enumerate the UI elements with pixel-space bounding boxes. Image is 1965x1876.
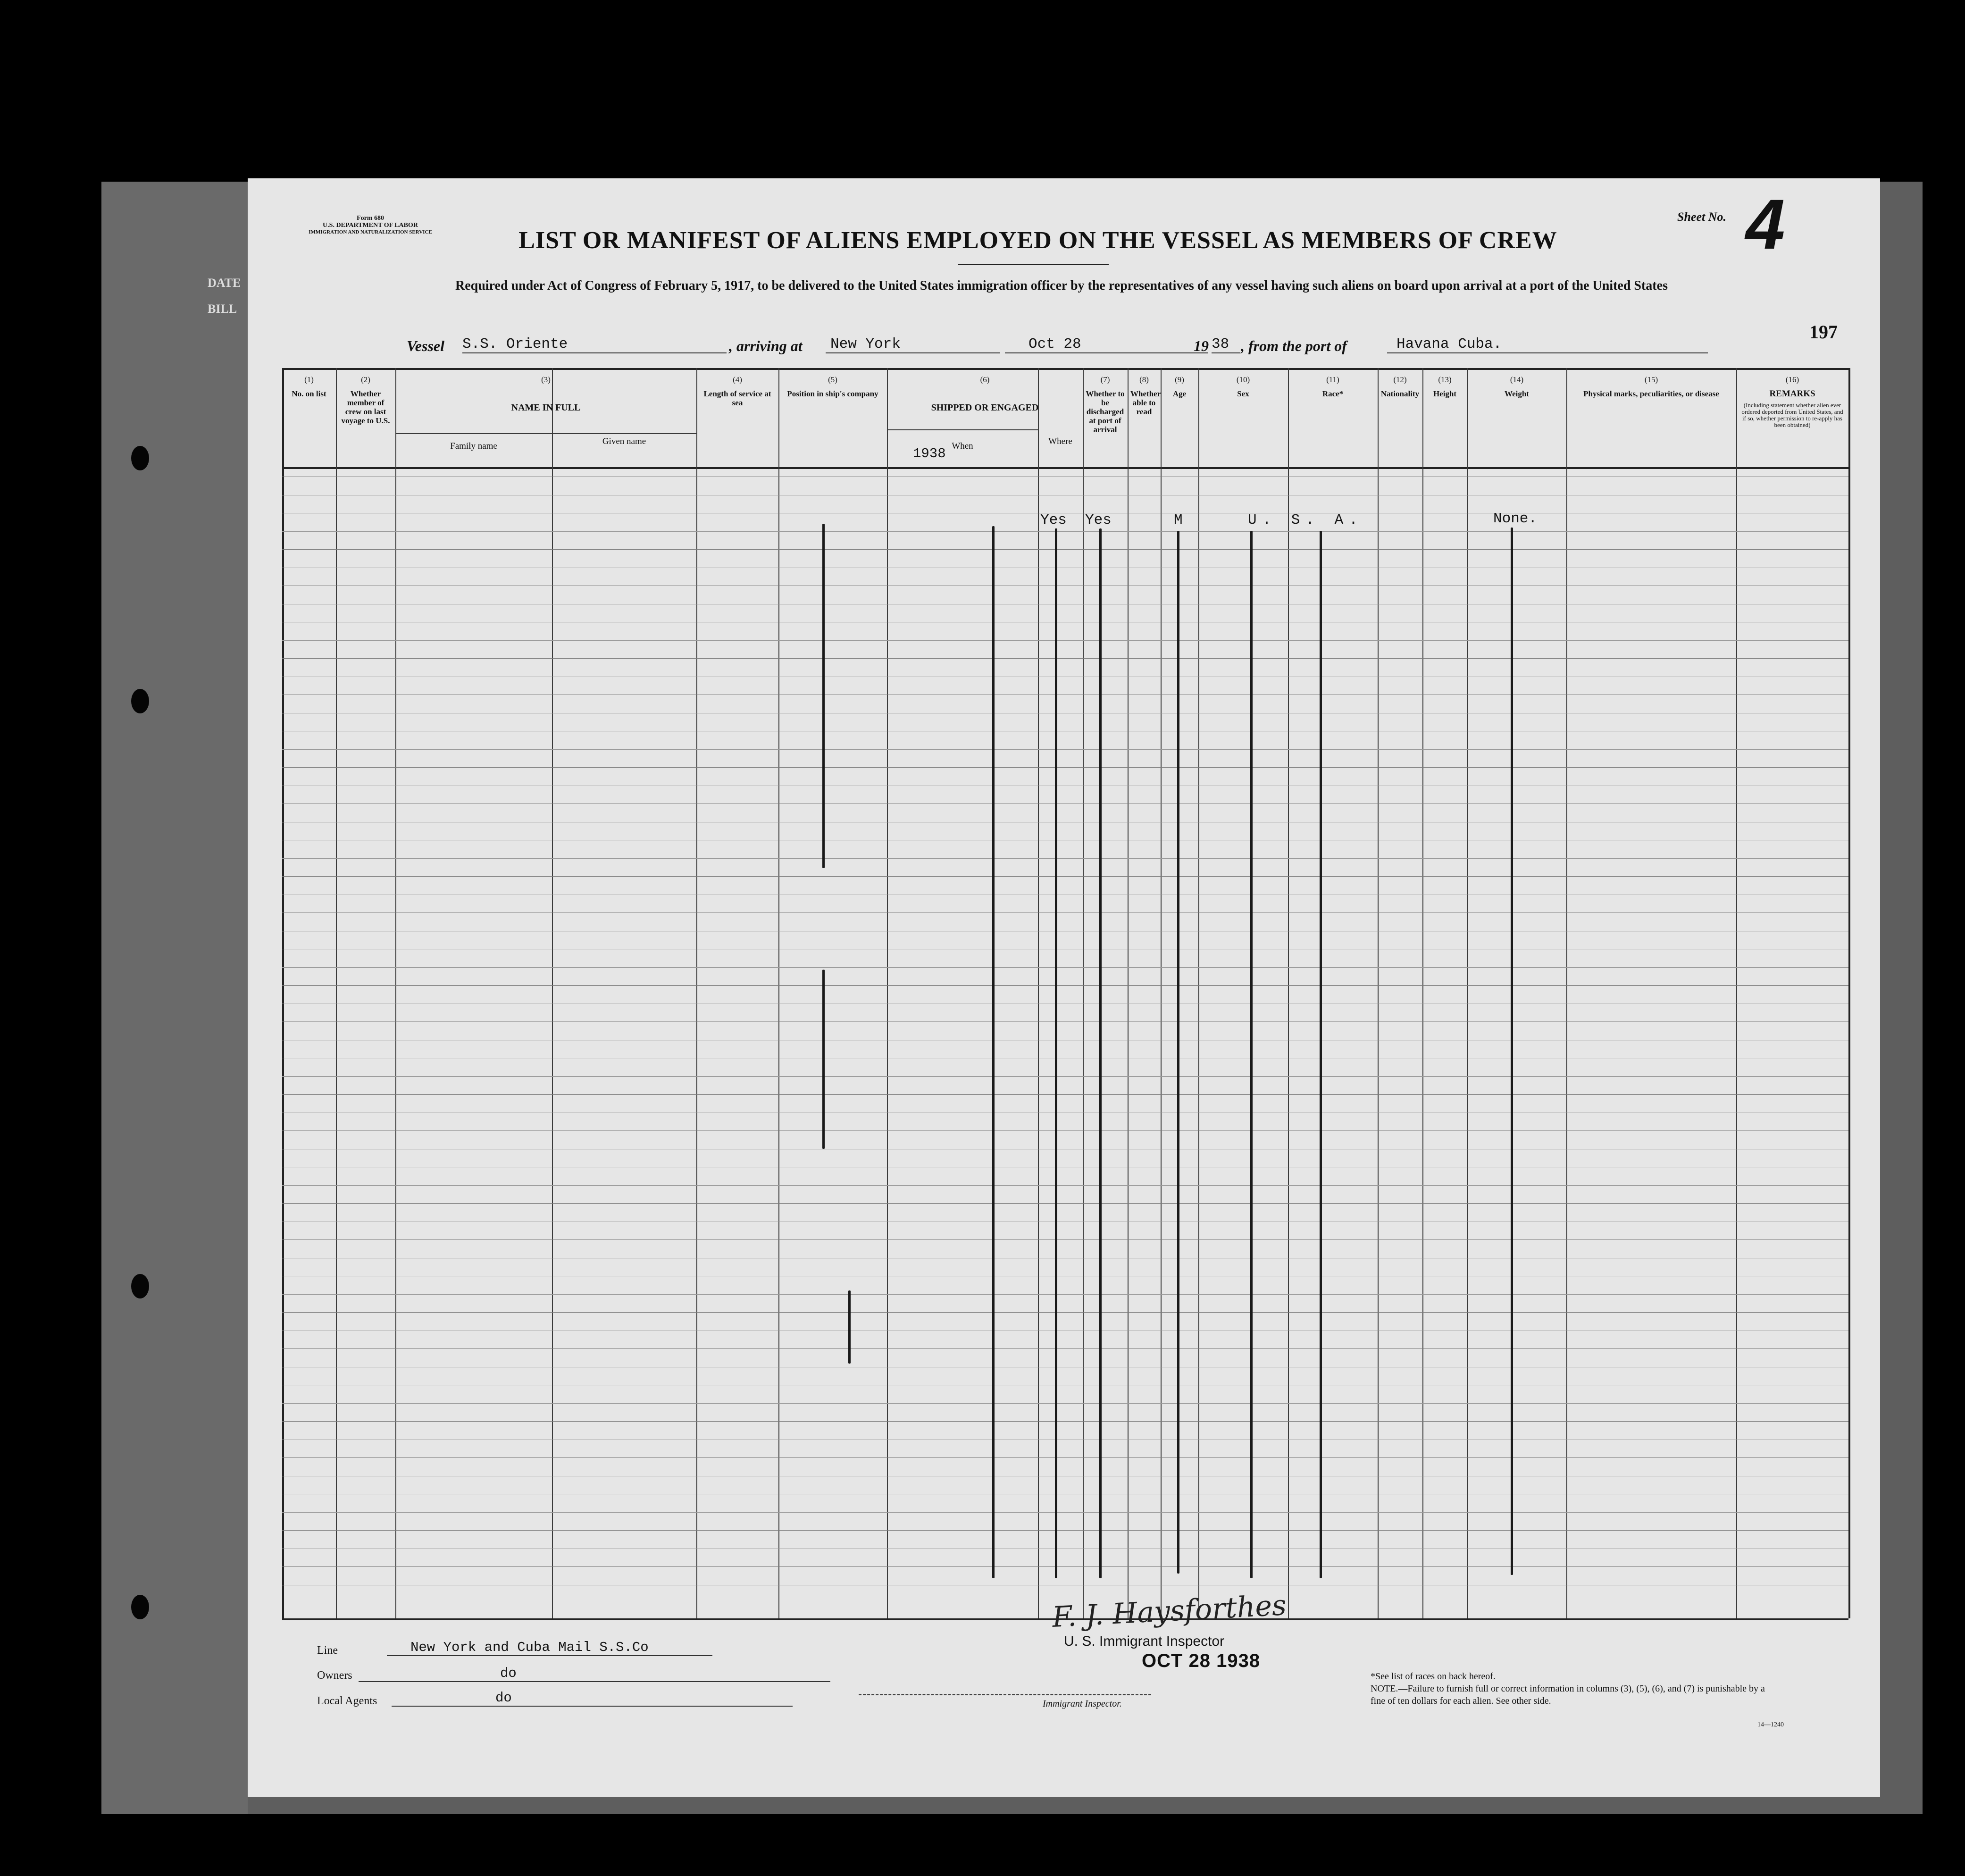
margin-label-bill: BILL	[208, 302, 237, 316]
column-number: (3)	[541, 375, 551, 384]
row-rule	[282, 967, 1848, 968]
row-rule	[282, 549, 1848, 550]
owners-label: Owners	[317, 1669, 352, 1682]
owners-value: do	[359, 1666, 830, 1682]
vessel-label: Vessel	[407, 337, 444, 354]
physical-marks-value: None.	[1493, 511, 1538, 527]
signature-line-label: Immigrant Inspector.	[1043, 1699, 1122, 1709]
manifest-sheet	[248, 178, 1880, 1797]
department-name: U.S. DEPARTMENT OF LABOR	[323, 222, 418, 229]
column-number: (6)	[980, 375, 990, 384]
row-rule	[282, 1457, 1848, 1458]
line-label: Line	[317, 1644, 338, 1657]
column-number: (16)	[1785, 375, 1799, 384]
binding-strip	[101, 182, 248, 1814]
row-rule	[282, 1294, 1848, 1295]
ditto-bar-position	[822, 970, 825, 1149]
column-number: (10)	[1236, 375, 1250, 384]
margin-label-date: DATE	[208, 276, 241, 290]
column-rule	[1161, 368, 1162, 1618]
row-rule	[282, 1076, 1848, 1077]
punch-hole	[131, 1595, 149, 1619]
arrival-date: Oct 28	[1005, 336, 1208, 353]
column-rule	[282, 368, 284, 1618]
shipped-year: 1938	[913, 446, 946, 461]
vessel-name: S.S. Oriente	[462, 336, 727, 353]
column-header-label: Race*	[1322, 389, 1344, 398]
column-rule	[1128, 368, 1129, 1618]
row-rule	[282, 640, 1848, 641]
column-header-label: Weight	[1505, 389, 1529, 398]
column-header-label: Sex	[1237, 389, 1249, 398]
column-header-label: NAME IN FULL	[511, 402, 581, 413]
note-races: *See list of races on back hereof.	[1371, 1671, 1496, 1682]
race-nationality-value: U. S. A.	[1248, 512, 1363, 528]
column-number: (14)	[1510, 375, 1524, 384]
column-number: (8)	[1139, 375, 1149, 384]
manifest-title: LIST OR MANIFEST OF ALIENS EMPLOYED ON THE VESSEL AS MEMBERS OF CREW	[518, 227, 1557, 254]
ditto-bar-position	[822, 524, 825, 868]
line-value: New York and Cuba Mail S.S.Co	[387, 1640, 712, 1656]
read-value: Yes	[1085, 512, 1112, 528]
manifest-subtitle: Required under Act of Congress of February 5, 1917, to be delivered to the United States immigration officer by the representatives of any vessel having such aliens on board upon arrival at a port of the United States	[455, 278, 1668, 293]
form-number-block	[300, 215, 441, 236]
note-penalty: NOTE.—Failure to furnish full or correct information in columns (3), (5), (6), and (7) is punishable by a fine of ten dollars for each alien. See other side.	[1371, 1683, 1765, 1706]
inspector-signature: F. J. Haysforthes	[1051, 1589, 1288, 1634]
row-rule	[282, 1203, 1848, 1204]
column-rule	[1038, 368, 1039, 1618]
column-number: (15)	[1644, 375, 1658, 384]
row-rule	[282, 1512, 1848, 1513]
column-rule	[696, 368, 697, 1618]
inspector-title: U. S. Immigrant Inspector	[1064, 1633, 1225, 1649]
shipped-subrule	[887, 429, 1038, 430]
row-rule	[282, 1312, 1848, 1313]
arrival-year: 38	[1212, 336, 1240, 353]
column-rule	[1288, 368, 1289, 1618]
column-rule	[1422, 368, 1423, 1618]
footer-notes	[1371, 1670, 1767, 1707]
punch-hole	[131, 1274, 149, 1298]
column-rule	[1198, 368, 1199, 1618]
column-rule	[395, 368, 396, 1618]
column-number: (2)	[361, 375, 370, 384]
row-rule	[282, 876, 1848, 877]
column-number: (7)	[1100, 375, 1110, 384]
column-number: (9)	[1175, 375, 1184, 384]
column-rule	[1083, 368, 1084, 1618]
row-rule	[282, 1403, 1848, 1404]
row-rule	[282, 1421, 1848, 1422]
form-number: Form 680	[357, 215, 384, 222]
column-header-label: Age	[1172, 389, 1187, 398]
agents-label: Local Agents	[317, 1695, 377, 1707]
column-rule	[1467, 368, 1468, 1618]
row-rule	[282, 531, 1848, 532]
row-rule	[282, 1094, 1848, 1095]
table-top-border	[282, 368, 1848, 370]
sheet-label: Sheet No.	[1677, 210, 1726, 224]
service-name: IMMIGRATION AND NATURALIZATION SERVICE	[309, 229, 432, 235]
ditto-bar-read	[1099, 528, 1102, 1578]
column-header-note: (Including statement whether alien ever ordered deported from United States, and if so, whether permission to re-apply has been obtained)	[1741, 402, 1843, 428]
row-rule	[282, 858, 1848, 859]
column-number: (12)	[1393, 375, 1407, 384]
agents-value: do	[392, 1690, 793, 1707]
column-header-label: Whether member of crew on last voyage to U.S.	[341, 389, 390, 425]
column-header-label: REMARKS	[1769, 389, 1815, 399]
from-port: Havana Cuba.	[1387, 336, 1708, 353]
inspector-signature-line	[859, 1694, 1151, 1695]
column-subheader: Given name	[602, 436, 646, 446]
ditto-bar-discharged	[1055, 528, 1057, 1578]
column-rule	[887, 368, 888, 1618]
column-rule	[1378, 368, 1379, 1618]
column-subheader: Where	[1048, 436, 1072, 446]
column-number: (5)	[828, 375, 837, 384]
stamp-number: 197	[1809, 321, 1838, 343]
from-label: , from the port of	[1241, 337, 1347, 354]
column-subheader: Family name	[450, 441, 497, 451]
title-rule	[958, 264, 1109, 265]
sheet-number: 4	[1746, 184, 1785, 264]
name-subrule	[395, 433, 696, 434]
column-header-label: Height	[1433, 389, 1457, 398]
column-rule	[778, 368, 779, 1618]
year-label: 19	[1194, 337, 1209, 354]
row-rule	[282, 749, 1848, 750]
column-rule	[1848, 368, 1850, 1618]
form-code: 14—1240	[1757, 1721, 1784, 1728]
column-header-label: Position in ship's company	[787, 389, 878, 398]
column-rule	[1566, 368, 1567, 1618]
ditto-bar-where	[992, 526, 995, 1578]
arrival-port: New York	[826, 336, 1000, 353]
column-number: (11)	[1326, 375, 1339, 384]
row-rule	[282, 1185, 1848, 1186]
column-rule	[552, 368, 553, 1618]
column-rule	[1736, 368, 1737, 1618]
column-header-label: Whether to be discharged at port of arrival	[1086, 389, 1125, 434]
discharged-value: Yes	[1040, 512, 1067, 528]
column-subheader: When	[952, 441, 973, 451]
ditto-bar-marks	[1511, 528, 1513, 1575]
column-header-label: Whether able to read	[1130, 389, 1161, 416]
table-header-border	[282, 467, 1848, 469]
column-header-label: No. on list	[292, 389, 326, 398]
arriving-label: , arriving at	[729, 337, 803, 354]
ditto-bar-race	[1250, 531, 1253, 1578]
row-rule	[282, 767, 1848, 768]
row-rule	[282, 1348, 1848, 1349]
column-header-label: SHIPPED OR ENGAGED	[931, 402, 1039, 413]
punch-hole	[131, 689, 149, 713]
column-number: (13)	[1438, 375, 1452, 384]
ditto-bar-sex	[1177, 531, 1179, 1574]
column-number: (4)	[733, 375, 742, 384]
date-stamp: OCT 28 1938	[1142, 1650, 1261, 1671]
ditto-bar-nationality	[1320, 531, 1322, 1578]
column-rule	[336, 368, 337, 1618]
row-rule	[282, 1566, 1848, 1567]
column-header-label: Nationality	[1380, 389, 1420, 398]
punch-hole	[131, 446, 149, 470]
column-number: (1)	[304, 375, 314, 384]
sex-value: M	[1174, 512, 1183, 528]
row-rule	[282, 658, 1848, 659]
column-header-label: Length of service at sea	[703, 389, 771, 407]
row-rule	[282, 1530, 1848, 1531]
ditto-bar-position	[848, 1290, 851, 1364]
column-header-label: Physical marks, peculiarities, or disease	[1583, 389, 1719, 398]
row-rule	[282, 985, 1848, 986]
